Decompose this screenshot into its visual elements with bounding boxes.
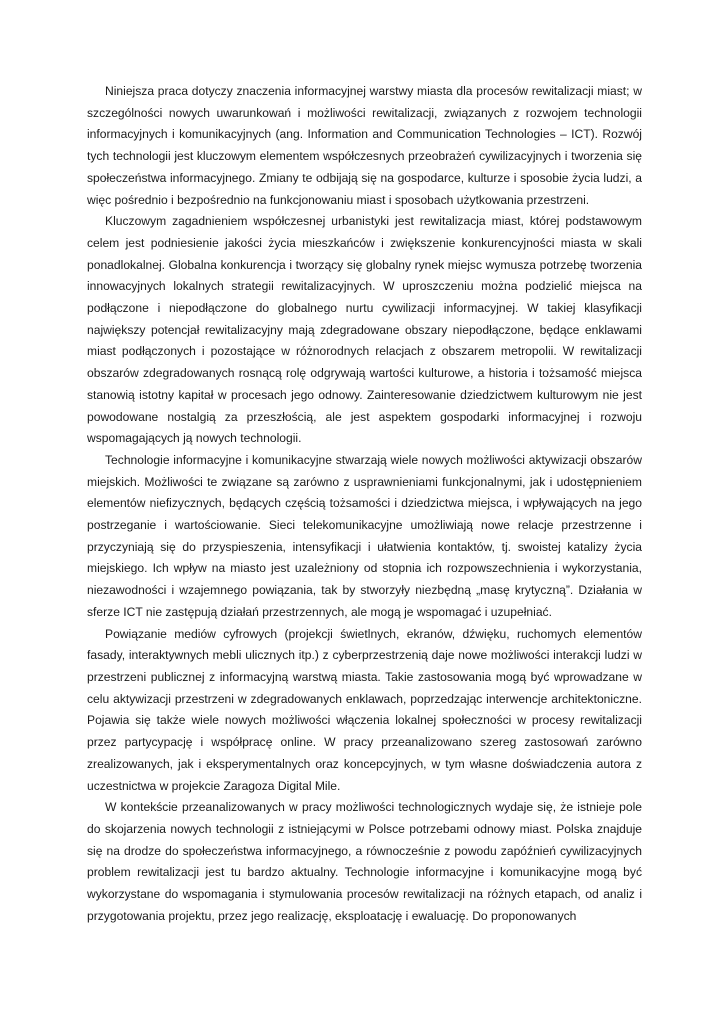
body-text [87,81,642,927]
paragraph-4: Powiązanie mediów cyfrowych (projekcji świetlnych, ekranów, dźwięku, ruchomych elementów fasady, interaktywnych mebli ulicznych itp.) z cyberprzestrzenią daje nowe możliwości interakcji ludzi w przestrzeni publicznej z informacyjną warstwą miasta. Takie zastosowania mogą być wprowadzane w celu aktywizacji przestrzeni w zdegradowanych enklawach, poprzedzając interwencje architektoniczne. Pojawia się także wiele nowych możliwości włączenia lokalnej społeczności w procesy rewitalizacji przez partycypację i współpracę online. W pracy przeanalizowano szereg zastosowań zarówno zrealizowanych, jak i eksperymentalnych oraz koncepcyjnych, w tym własne doświadczenia autora z uczestnictwa w projekcie Zaragoza Digital Mile. [87,626,642,793]
paragraph-2: Kluczowym zagadnieniem współczesnej urbanistyki jest rewitalizacja miast, której podstawowym celem jest podniesienie jakości życia mieszkańców i zwiększenie konkurencyjności miasta w skali ponadlokalnej. Globalna konkurencja i tworzący się globalny rynek miejsc wymusza potrzebę tworzenia innowacyjnych lokalnych strategii rewitalizacyjnych. W uproszczeniu można podzielić miejsca na podłączone i niepodłączone do globalnego nurtu cywilizacji informacyjnej. W takiej klasyfikacji największy potencjał rewitalizacyjny mają zdegradowane obszary niepodłączone, będące enklawami miast podłączonych i pozostające w różnorodnych relacjach z obszarem metropolii. W rewitalizacji obszarów zdegradowanych rosnącą rolę odgrywają wartości kulturowe, a historia i tożsamość miejsca stanowią istotny kapitał w procesach jego odnowy. Zainteresowanie dziedzictwem kulturowym nie jest powodowane nostalgią za przeszłością, ale jest aspektem gospodarki informacyjnej i rozwoju wspomagających ją nowych technologii. [87,214,642,446]
paragraph-3: Technologie informacyjne i komunikacyjne stwarzają wiele nowych możliwości aktywizacji obszarów miejskich. Możliwości te związane są zarówno z usprawnieniami funkcjonalnymi, jak i udostępnieniem elementów niefizycznych, będących częścią tożsamości i dziedzictwa miejsca, i wpływających na jego postrzeganie i wartościowanie. Sieci telekomunikacyjne umożliwiają nowe relacje przestrzenne i przyczyniają się do przyspieszenia, intensyfikacji i ułatwienia kontaktów, tj. swoistej katalizy życia miejskiego. Ich wpływ na miasto jest uzależniony od stopnia ich rozpowszechnienia i wykorzystania, niezawodności i wzajemnego powiązania, tak by stworzyły niezbędną „masę krytyczną”. Działania w sferze ICT nie zastępują działań przestrzennych, ale mogą je wspomagać i uzupełniać. [87,452,642,619]
paragraph-5: W kontekście przeanalizowanych w pracy możliwości technologicznych wydaje się, że istnieje pole do skojarzenia nowych technologii z istniejącymi w Polsce potrzebami odnowy miast. Polska znajduje się na drodze do społeczeństwa informacyjnego, a równocześnie z powodu zapóźnień cywilizacyjnych problem rewitalizacji jest tu bardzo aktualny. Technologie informacyjne i komunikacyjne mogą być wykorzystane do wspomagania i stymulowania procesów rewitalizacji na różnych etapach, od analiz i przygotowania projektu, przez jego realizację, eksploatację i ewaluację. Do proponowanych [87,800,642,923]
paragraph-1: Niniejsza praca dotyczy znaczenia informacyjnej warstwy miasta dla procesów rewitalizacji miast; w szczególności nowych uwarunkowań i możliwości rewitalizacji, związanych z rozwojem technologii informacyjnych i komunikacyjnych (ang. Information and Communication Technologies – ICT). Rozwój tych technologii jest kluczowym elementem współczesnych przeobrażeń cywilizacyjnych i tworzenia się społeczeństwa informacyjnego. Zmiany te odbijają się na gospodarce, kulturze i sposobie życia ludzi, a więc pośrednio i bezpośrednio na funkcjonowaniu miast i sposobach użytkowania przestrzeni. [87,84,642,207]
